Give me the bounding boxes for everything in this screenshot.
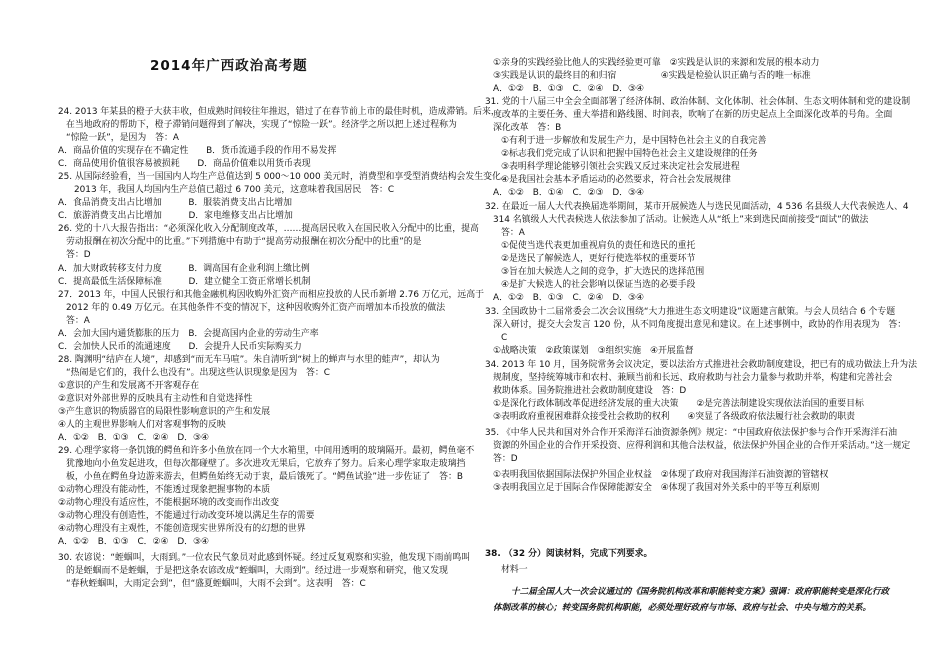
- text-line: 资源的外国企业的合作开采投资、应得利润和其他合法权益，依法保护外国企业的合作开采活动。”这一规定: [493, 441, 911, 451]
- text-line: ①有利于进一步解放和发展生产力，是中国特色社会主义的自我完善: [501, 136, 767, 146]
- text-line: 劳动报酬在初次分配中的比重。”下列措施中有助于“提高劳动报酬在初次分配中的比重”的是: [66, 237, 422, 247]
- text-line: C．旅游消费支出占比增加 D．家电维修支出占比增加: [58, 211, 293, 221]
- text-line: 2013 年，我国人均国内生产总值已超过 6 700 美元，这意味着我国居民 答：C: [74, 185, 395, 195]
- text-line: 26. 党的十八大报告指出：“必须深化收入分配制度改革，……提高居民收入在国民收入分配中的比重，提高: [58, 224, 479, 234]
- text-line: 24. 2013 年某县的橙子大获丰收，但成熟时间较往年推迟，错过了在春节前上市的最佳时机，造成滞销。后来，: [58, 107, 500, 117]
- material-text: 十二届全国人大一次会议通过的《国务院机构改革和职能转变方案》强调：政府职能转变是深化行政: [511, 587, 890, 597]
- text-line: 救助体系。国务院推进社会救助制度建设 答：D: [493, 386, 687, 396]
- question-38-heading: 38. （32 分）阅读材料，完成下列要求。: [485, 549, 653, 559]
- text-line: 27．2013 年，中国人民银行和其他金融机构因收购外汇资产而相应投放的人民币新增 2.76 万亿元，远高于: [58, 290, 484, 300]
- text-line: C．商品使用价值很容易被损耗 D．商品价值难以用货币表现: [58, 159, 311, 169]
- text-line: 314 名镇级人大代表候选人依法参加了活动。让候选人从“纸上”来到选民面前接受“面试”的做法: [493, 215, 869, 225]
- text-line: ③产生意识的物质器官的局限性影响意识的产生和发展: [58, 407, 271, 417]
- text-line: 29. 心理学家将一条饥饿的鳄鱼和许多小鱼放在同一个大水箱里，中间用透明的玻璃隔开。最初，鳄鱼毫不: [58, 446, 475, 456]
- text-line: ③表明科学理论能够引领社会实践又反过来决定社会发展进程: [501, 162, 740, 172]
- text-line: 30. 农谚说：“蛭蝈叫，大雨到。”一位农民气象员对此感到怀疑。经过反复观察和实验，他发现下雨前鸣叫: [58, 553, 471, 563]
- text-line: 深入研讨，提交大会发言 120 份，从不同角度提出意见和建议。在上述事例中，政协的作用表现为 答：: [493, 320, 907, 330]
- text-line: 犹豫地向小鱼发起进攻，但每次都碰壁了。多次进攻无果后，它放弃了努力。后来心理学家取走玻璃挡: [66, 459, 466, 469]
- material-text: 体制改革的核心；转变国务院机构职能，必须处理好政府与市场、政府与社会、中央与地方的关系。: [493, 603, 872, 613]
- text-line: 28. 陶渊明“结庐在人境”，却感到“而无车马喧”。朱自清听到“树上的蝉声与水里的蛙声”，却认为: [58, 355, 440, 365]
- text-line: ①亲身的实践经验比他人的实践经验更可靠 ②实践是认识的来源和发展的根本动力: [493, 58, 820, 68]
- text-line: 25. 从国际经验看，当一国国内人均生产总值达到 5 000～10 000 美元时，消费型和享受型消费结构会发生变化。: [58, 172, 510, 182]
- text-line: C: [501, 333, 508, 343]
- text-line: ③表明政府重视困难群众接受社会救助的权利 ④突显了各级政府依法履行社会救助的职责: [493, 412, 856, 422]
- text-line: C．会加快人民币的流通速度 D．会提升人民币实际购买力: [58, 342, 302, 352]
- text-line: ④是我国社会基本矛盾运动的必然要求，符合社会发展规律: [501, 175, 731, 185]
- text-line: 度改革的主要任务、重大举措和路线图、时间表，吹响了在新的历史起点上全面深化改革的号角。全面: [493, 110, 893, 120]
- text-line: 34. 2013 年 10 月，国务院常务会议决定，要以法治方式推进社会救助制度建设，把已有的成功做法上升为法: [485, 360, 918, 370]
- text-line: 深化改革 答：B: [493, 123, 562, 133]
- text-line: ②意识对外部世界的反映具有主动性和自觉选择性: [58, 394, 253, 404]
- text-line: ②标志我们党完成了认识和把握中国特色社会主义建设规律的任务: [501, 149, 758, 159]
- text-line: A．会加大国内通货膨胀的压力 B．会提高国内企业的劳动生产率: [58, 329, 319, 339]
- text-line: 答：A: [501, 228, 525, 238]
- text-line: “春秋蛭蝈叫，大雨定会到”，但“盛夏蛭蝈叫，大雨不会到”。这表明 答：C: [66, 579, 366, 589]
- text-line: ②动物心理没有适应性，不能根据环境的改变而作出改变: [58, 498, 279, 508]
- text-line: 2012 年的 0.49 万亿元。在其他条件不变的情况下，这种因收购外汇资产而增加本币投放的做法: [66, 303, 446, 313]
- text-line: ①是深化行政体制改革促进经济发展的重大决策 ②是完善法制建设实现依法治国的重要目标: [493, 399, 864, 409]
- text-line: ④动物心理没有主观性，不能创造现实世界所没有的幻想的世界: [58, 524, 306, 534]
- text-line: ④是扩大候选人的社会影响以保证当选的必要手段: [501, 280, 696, 290]
- text-line: 答：A: [66, 316, 90, 326]
- text-line: 板，小鱼在鳄鱼身边游来游去，但鳄鱼始终无动于衷，最后饿死了。“鳄鱼试验”进一步佐证了 答：B: [66, 472, 463, 482]
- text-line: 的是蛭蝈而不是蛭蝈，于是把这条农谚改成“蛭蝈叫，大雨到”。经过进一步观察和研究，他又发现: [66, 566, 448, 576]
- text-line: A．加大财政转移支付力度 B．调高国有企业利润上缴比例: [58, 264, 310, 274]
- text-line: A．食品消费支出占比增加 B．服装消费支出占比增加: [58, 198, 293, 208]
- text-line: A．①② B．①③ C．②④ D．③④: [493, 293, 644, 303]
- text-line: 31. 党的十八届三中全会全面部署了经济体制、政治体制、文化体制、社会体制、生态文明体制和党的建设制: [485, 97, 911, 107]
- text-line: ①动物心理没有能动性，不能透过现象把握事物的本质: [58, 485, 271, 495]
- text-line: 答：D: [493, 454, 518, 464]
- text-line: “惊险一跃”，是因为 答：A: [66, 133, 179, 143]
- text-line: “热闹是它们的，我什么也没有”。出现这些认识现象是因为 答：C: [66, 368, 330, 378]
- text-line: 32. 在最近一届人大代表换届选举期间，某市开展候选人与选民见面活动，4 536 名县级人大代表候选人、4: [485, 202, 909, 212]
- text-line: ①促使当选代表更加重视肩负的责任和选民的重托: [501, 241, 696, 251]
- text-line: A．①② B．①④ C．②③ D．③④: [493, 188, 644, 198]
- text-line: ③动物心理没有创造性，不能通过行动改变环境以满足生存的需要: [58, 511, 315, 521]
- text-line: 33. 全国政协十二届常委会二次会议围绕“大力推进生态文明建设”议题建言献策。与会人员结合 6 个专题: [485, 307, 896, 317]
- text-line: A．①② B．①③ C．②④ D．③④: [493, 84, 644, 94]
- text-line: ①表明我国依据国际法保护外国企业权益 ②体现了政府对我国海洋石油资源的管辖权: [493, 470, 829, 480]
- material-label: 材料一: [501, 565, 528, 575]
- text-line: C．提高最低生活保障标准 D．建立健全工资正常增长机制: [58, 277, 311, 287]
- page-title: 2014年广西政治高考题: [150, 58, 308, 74]
- text-line: ②是选民了解候选人，更好行使选举权的重要环节: [501, 254, 696, 264]
- text-line: 规制度，坚持统筹城市和农村、兼顾当前和长远、政府救助与社会力量参与救助并举，构建和完善社会: [493, 373, 893, 383]
- text-line: A．①② B．①③ C．②④ D．③④: [58, 433, 209, 443]
- text-line: A．①② B．①③ C．②④ D．③④: [58, 537, 209, 547]
- text-line: 在当地政府的帮助下，橙子滞销问题得到了解决，实现了“惊险一跃”。经济学之所以把上述过程称为: [66, 120, 457, 130]
- text-line: ④人的主观世界影响人们对客观事物的反映: [58, 420, 226, 430]
- text-line: 答：D: [66, 250, 91, 260]
- text-line: 35. 《中华人民共和国对外合作开采海洋石油资源条例》规定：“中国政府依法保护参与合作开采海洋石油: [485, 428, 898, 438]
- text-line: ①战略决策 ②政策谋划 ③组织实施 ④开展监督: [493, 346, 694, 356]
- text-line: ③实践是认识的最终目的和归宿 ④实践是检验认识正确与否的唯一标准: [493, 71, 811, 81]
- text-line: A．商品价值的实现存在不确定性 B．货币流通手段的作用不易发挥: [58, 146, 337, 156]
- text-line: ①意识的产生和发展离不开客观存在: [58, 381, 200, 391]
- text-line: ③旨在加大候选人之间的竞争，扩大选民的选择范围: [501, 267, 705, 277]
- text-line: ③表明我国立足于国际合作保障能源安全 ④体现了我国对外关系中的平等互利原则: [493, 483, 820, 493]
